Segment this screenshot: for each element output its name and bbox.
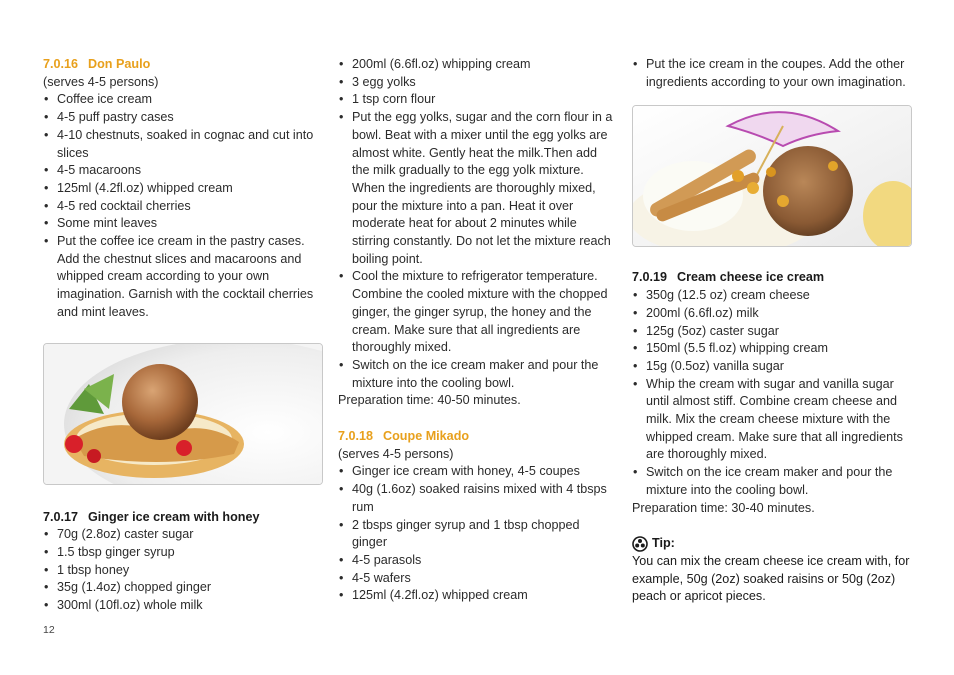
list-item: • 125ml (4.2fl.oz) whipped cream bbox=[338, 587, 616, 605]
column-left bbox=[43, 56, 325, 615]
preparation-time: Preparation time: 30-40 minutes. bbox=[632, 500, 815, 515]
page-number: 12 bbox=[43, 624, 55, 636]
list-item: • 150ml (5.5 fl.oz) whipping cream bbox=[632, 340, 912, 358]
serves-text: (serves 4-5 persons) bbox=[43, 74, 159, 89]
recipe-heading-coupe-mikado bbox=[338, 428, 616, 446]
ingredient-list-ginger bbox=[43, 526, 325, 615]
list-item: • 200ml (6.6fl.oz) milk bbox=[632, 305, 912, 323]
list-item: • 70g (2.8oz) caster sugar bbox=[43, 526, 325, 544]
list-item: • 4-5 red cocktail cherries bbox=[43, 198, 325, 216]
list-item: • 1 tsp corn flour bbox=[338, 91, 616, 109]
list-item: • Switch on the ice cream maker and pour the mixture into the cooling bowl. bbox=[632, 464, 912, 499]
list-item: • 15g (0.5oz) vanilla sugar bbox=[632, 358, 912, 376]
list-item: • 350g (12.5 oz) cream cheese bbox=[632, 287, 912, 305]
list-item: • Some mint leaves bbox=[43, 215, 325, 233]
tip-text: You can mix the cream cheese ice cream with, for example, 50g (2oz) soaked raisins or 50g (2oz) peach or apricot pieces. bbox=[632, 553, 910, 604]
coupe-with-parasol-image bbox=[633, 106, 911, 246]
list-item: • 125ml (4.2fl.oz) whipped cream bbox=[43, 180, 325, 198]
list-item: • 4-5 macaroons bbox=[43, 162, 325, 180]
recipe-number: 7.0.16 bbox=[43, 57, 79, 71]
tip-icon bbox=[632, 536, 648, 552]
list-item: • Switch on the ice cream maker and pour the mixture into the cooling bowl. bbox=[338, 357, 616, 392]
recipe-title: Ginger ice cream with honey bbox=[88, 509, 260, 524]
recipe-number: 7.0.17 bbox=[43, 509, 79, 524]
list-item: • Put the egg yolks, sugar and the corn flour in a bowl. Beat with a mixer until the egg yolks are almost white. Gently heat the milk.Then add the milk gradually to the egg yolk mixture. When the ingredients are thoroughly mixed, pour the mixture into a pan. Heat it over moderate heat for about 2 minutes while stirring constantly. Do not let the mixture reach boiling point. bbox=[338, 109, 616, 268]
serves-text: (serves 4-5 persons) bbox=[338, 446, 454, 461]
list-item: • 35g (1.4oz) chopped ginger bbox=[43, 579, 325, 597]
recipe-heading-ginger bbox=[43, 509, 325, 527]
list-item: • Put the ice cream in the coupes. Add the other ingredients according to your own imagination. bbox=[632, 56, 912, 91]
list-item: • 4-5 parasols bbox=[338, 552, 616, 570]
recipe-title: Don Paulo bbox=[88, 57, 151, 71]
preparation-time: Preparation time: 40-50 minutes. bbox=[338, 393, 521, 408]
column-right bbox=[632, 56, 912, 606]
ice-cream-pastry-image bbox=[44, 344, 322, 484]
list-item: • 4-5 puff pastry cases bbox=[43, 109, 325, 127]
coupe-mikado-photo bbox=[632, 105, 912, 247]
recipe-number: 7.0.19 bbox=[632, 270, 668, 285]
list-item: • Put the coffee ice cream in the pastry cases. Add the chestnut slices and macaroons and whipped cream according to your own imagination. Garnish with the cocktail cherries and mint leaves. bbox=[43, 233, 325, 322]
list-item: • 40g (1.6oz) soaked raisins mixed with 4 tbsps rum bbox=[338, 481, 616, 516]
list-item: • 1.5 tbsp ginger syrup bbox=[43, 544, 325, 562]
ingredient-list-coupe-mikado bbox=[338, 463, 616, 605]
list-item: • 4-5 wafers bbox=[338, 570, 616, 588]
list-item: • 200ml (6.6fl.oz) whipping cream bbox=[338, 56, 616, 74]
list-item: • 4-10 chestnuts, soaked in cognac and cut into slices bbox=[43, 127, 325, 162]
ingredient-list-ginger-continued bbox=[338, 56, 616, 392]
recipe-heading-cream-cheese bbox=[632, 269, 912, 287]
recipe-number: 7.0.18 bbox=[338, 429, 374, 444]
list-item: • 300ml (10fl.oz) whole milk bbox=[43, 597, 325, 615]
list-item: • 125g (5oz) caster sugar bbox=[632, 323, 912, 341]
column-middle bbox=[338, 56, 616, 605]
list-item: • 3 egg yolks bbox=[338, 74, 616, 92]
list-item: • Ginger ice cream with honey, 4-5 coupes bbox=[338, 463, 616, 481]
tip-label: Tip: bbox=[652, 536, 675, 551]
ingredient-list-don-paulo bbox=[43, 91, 325, 321]
recipe-title: Coupe Mikado bbox=[383, 429, 470, 444]
ingredient-list-coupe-mikado-continued bbox=[632, 56, 912, 91]
don-paulo-photo bbox=[43, 343, 323, 485]
list-item: • Cool the mixture to refrigerator temperature. Combine the cooled mixture with the chopped ginger, the ginger syrup, the honey and the cream. Make sure that all ingredients are thoroughly mixed. bbox=[338, 268, 616, 357]
tip-heading bbox=[632, 535, 912, 553]
list-item: • Whip the cream with sugar and vanilla sugar until almost stiff. Combine cream cheese and milk. Mix the cream cheese mixture with the whipped cream. Make sure that all ingredients are thoroughly mixed. bbox=[632, 376, 912, 465]
list-item: • Coffee ice cream bbox=[43, 91, 325, 109]
list-item: • 1 tbsp honey bbox=[43, 562, 325, 580]
recipe-heading-don-paulo bbox=[43, 56, 325, 74]
recipe-title: Cream cheese ice cream bbox=[677, 270, 825, 285]
list-item: • 2 tbsps ginger syrup and 1 tbsp chopped ginger bbox=[338, 517, 616, 552]
ingredient-list-cream-cheese bbox=[632, 287, 912, 499]
